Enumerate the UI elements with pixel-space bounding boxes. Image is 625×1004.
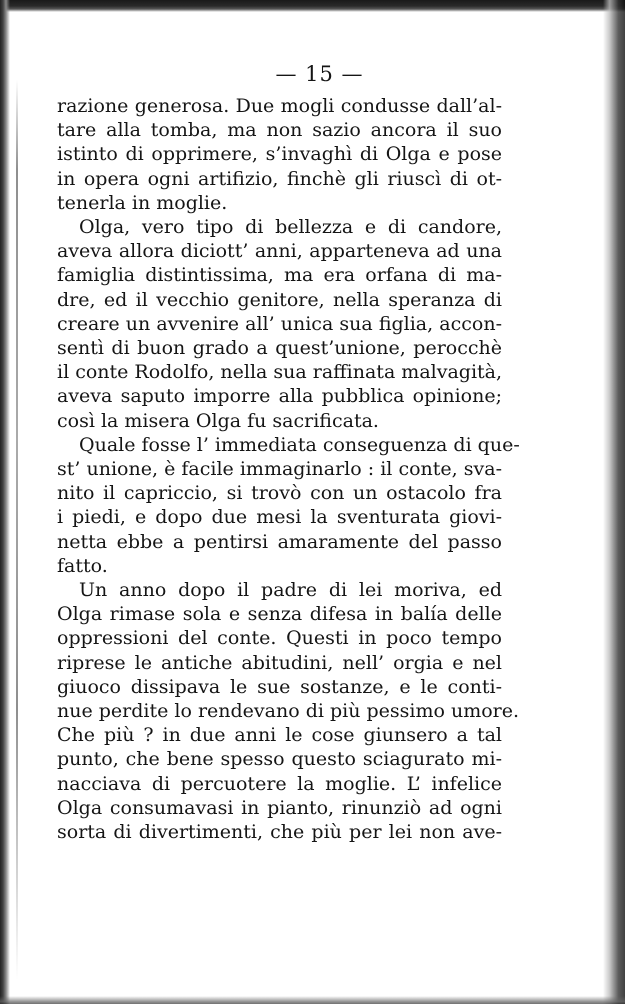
paragraph-start-line: Olga, vero tipo di bellezza e di candore, bbox=[79, 216, 502, 239]
body-text bbox=[57, 94, 520, 844]
text-line: i piedi, e dopo due mesi la sventurata giovi- bbox=[57, 506, 502, 529]
text-line: netta ebbe a pentirsi amaramente del passo bbox=[57, 530, 502, 553]
text-line: nacciava di percuotere la moglie. L’ infelice bbox=[57, 772, 502, 795]
text-line: così la misera Olga fu sacrificata. bbox=[57, 409, 379, 432]
text-line: famiglia distintissima, ma era orfana di ma- bbox=[57, 264, 502, 287]
text-line: Olga consumavasi in pianto, rinunziò ad ogni bbox=[57, 796, 502, 819]
text-line: sentì di buon grado a quest’unione, perocchè bbox=[57, 337, 502, 360]
text-line: aveva saputo imporre alla pubblica opinione; bbox=[57, 385, 502, 408]
page-number: — 15 — bbox=[275, 62, 364, 86]
text-line: giuoco dissipava le sue sostanze, e le conti- bbox=[57, 675, 502, 698]
scan-right-edge bbox=[603, 0, 625, 1004]
text-line: tare alla tomba, ma non sazio ancora il suo bbox=[57, 119, 502, 142]
paragraph-start-line: Quale fosse l’ immediata conseguenza di que- bbox=[79, 433, 520, 456]
text-line: punto, che bene spesso questo sciagurato mi- bbox=[57, 748, 502, 771]
text-line: nue perdite lo rendevano di più pessimo umore. bbox=[57, 700, 520, 723]
text-line: istinto di opprimere, s’invaghì di Olga e pose bbox=[57, 143, 502, 166]
text-line: tenerla in moglie. bbox=[57, 191, 228, 214]
text-line: riprese le antiche abitudini, nell’ orgia e nel bbox=[57, 651, 502, 674]
text-line: creare un avvenire all’ unica sua figlia, accon- bbox=[57, 312, 502, 335]
text-line: in opera ogni artifizio, finchè gli riuscì di ot- bbox=[57, 167, 502, 190]
paragraph-start-line: Un anno dopo il padre di lei moriva, ed bbox=[79, 579, 502, 602]
text-line: razione generosa. Due mogli condusse dall’al- bbox=[57, 95, 502, 117]
scan-left-edge bbox=[0, 0, 10, 1004]
scan-bottom-edge bbox=[0, 996, 625, 1004]
text-line: dre, ed il vecchio genitore, nella speranza di bbox=[57, 288, 502, 311]
text-line: oppressioni del conte. Questi in poco tempo bbox=[57, 627, 502, 650]
scan-top-edge bbox=[0, 0, 625, 12]
text-line: il conte Rodolfo, nella sua raffinata malvagità, bbox=[57, 361, 503, 384]
text-line: sorta di divertimenti, che più per lei non ave- bbox=[57, 821, 502, 844]
text-line: nito il capriccio, si trovò con un ostacolo fra bbox=[57, 482, 502, 505]
text-line: fatto. bbox=[57, 554, 108, 577]
text-line: aveva allora diciott’ anni, apparteneva ad una bbox=[57, 240, 502, 263]
text-line: Olga rimase sola e senza difesa in balía delle bbox=[57, 603, 502, 626]
text-line: st’ unione, è facile immaginarlo : il conte, sva- bbox=[57, 458, 502, 481]
text-line: Che più ? in due anni le cose giunsero a tal bbox=[57, 724, 502, 747]
scan-binding-line bbox=[16, 80, 18, 980]
